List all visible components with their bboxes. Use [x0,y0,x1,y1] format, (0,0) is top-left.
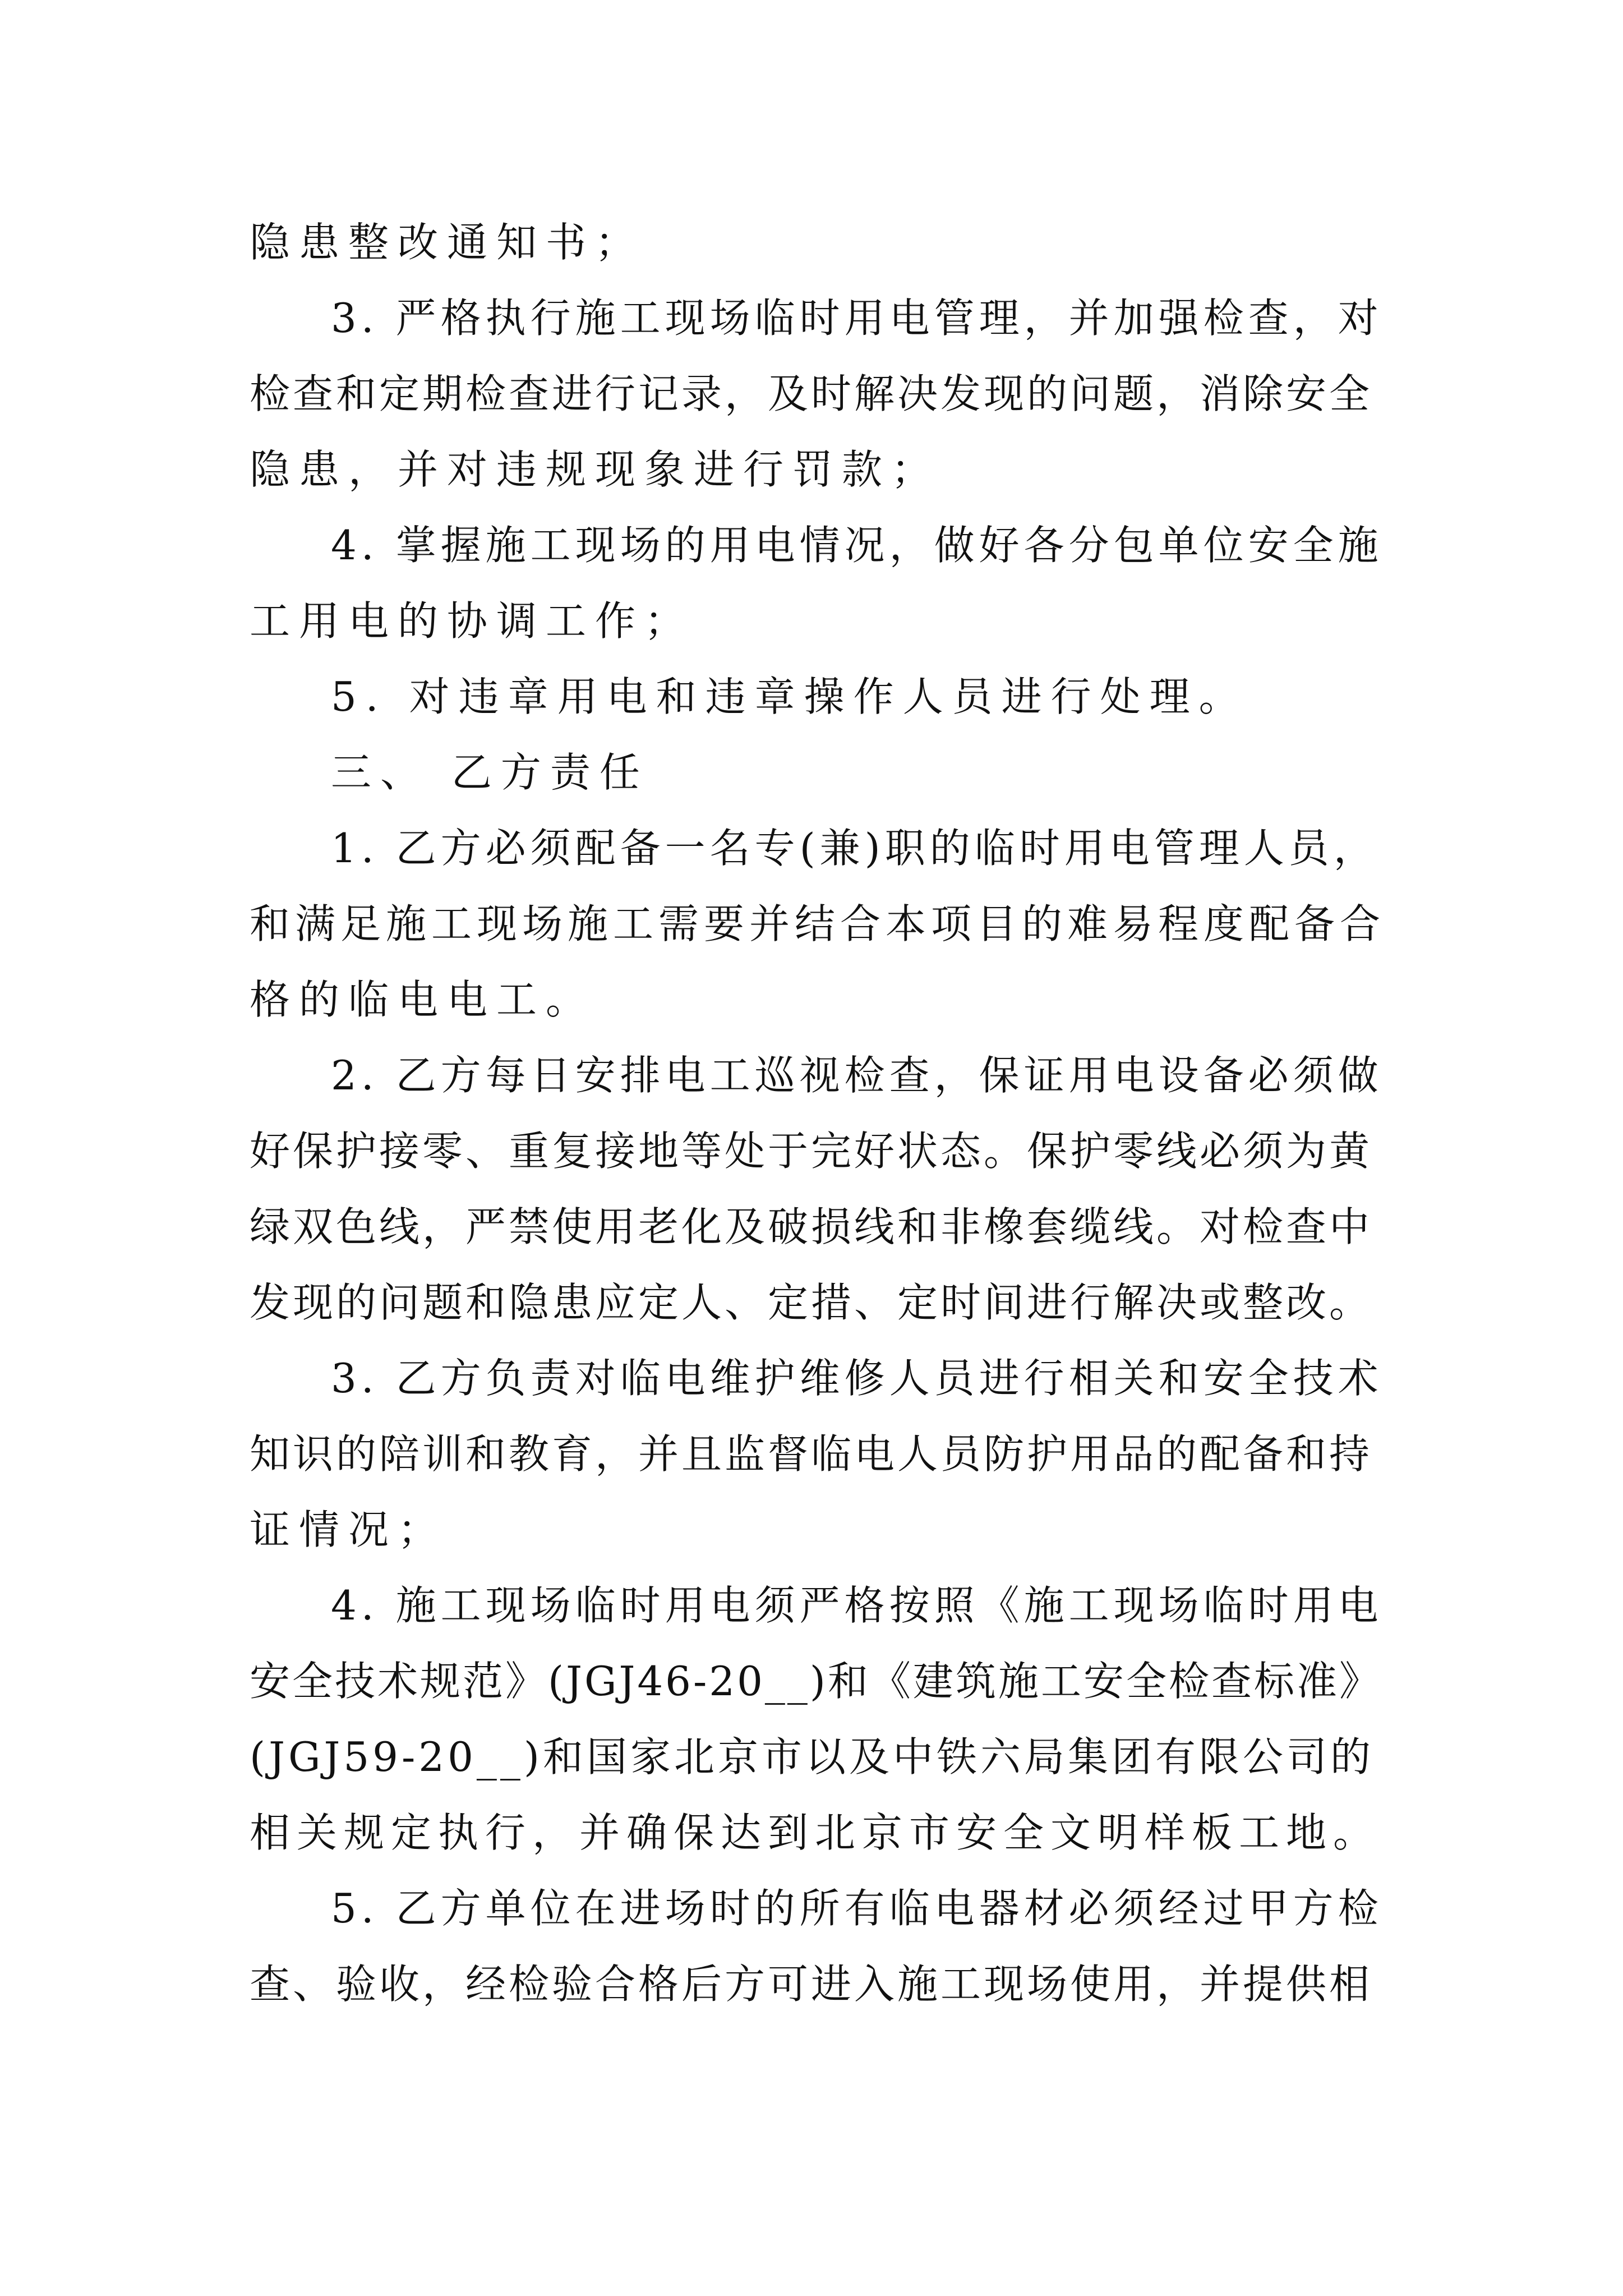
text-line: 和满足施工现场施工需要并结合本项目的难易程度配备合 [250,900,1386,947]
text-line: 检查和定期检查进行记录，及时解决发现的问题，消除安全 [250,370,1373,417]
text-line: 1. 乙方必须配备一名专(兼)职的临时用电管理人员， [331,825,1378,872]
text-line: 安全技术规范》(JGJ46-20__)和《建筑施工安全检查标准》 [250,1658,1382,1705]
text-line: 知识的陪训和教育，并且监督临电人员防护用品的配备和持 [250,1430,1373,1478]
text-line: 相关规定执行，并确保达到北京市安全文明样板工地。 [250,1809,1381,1856]
text-line: 5. 对违章用电和违章操作人员进行处理。 [331,673,1248,720]
text-line: 格的临电电工。 [250,976,596,1023]
text-line: 好保护接零、重复接地等处于完好状态。保护零线必须为黄 [250,1128,1373,1175]
section-heading: 三、 乙方责任 [331,749,649,796]
text-line: 证情况； [250,1506,448,1553]
text-line: 2. 乙方每日安排电工巡视检查，保证用电设备必须做 [331,1052,1383,1099]
text-line: 隐患，并对违规现象进行罚款； [250,446,941,493]
text-line: 隐患整改通知书； [250,219,645,266]
text-line: 绿双色线，严禁使用老化及破损线和非橡套缆线。对检查中 [250,1203,1373,1250]
text-line: (JGJ59-20__)和国家北京市以及中铁六局集团有限公司的 [250,1733,1374,1780]
text-line: 工用电的协调工作； [250,597,694,645]
text-line: 3. 乙方负责对临电维护维修人员进行相关和安全技术 [331,1355,1383,1402]
text-line: 4. 施工现场临时用电须严格按照《施工现场临时用电 [331,1582,1383,1629]
text-line: 发现的问题和隐患应定人、定措、定时间进行解决或整改。 [250,1279,1373,1326]
text-line: 3. 严格执行施工现场临时用电管理，并加强检查，对 [331,295,1383,342]
text-line: 查、验收，经检验合格后方可进入施工现场使用，并提供相 [250,1961,1373,2008]
text-line: 5. 乙方单位在进场时的所有临电器材必须经过甲方检 [331,1885,1383,1932]
text-line: 4. 掌握施工现场的用电情况，做好各分包单位安全施 [331,522,1383,569]
